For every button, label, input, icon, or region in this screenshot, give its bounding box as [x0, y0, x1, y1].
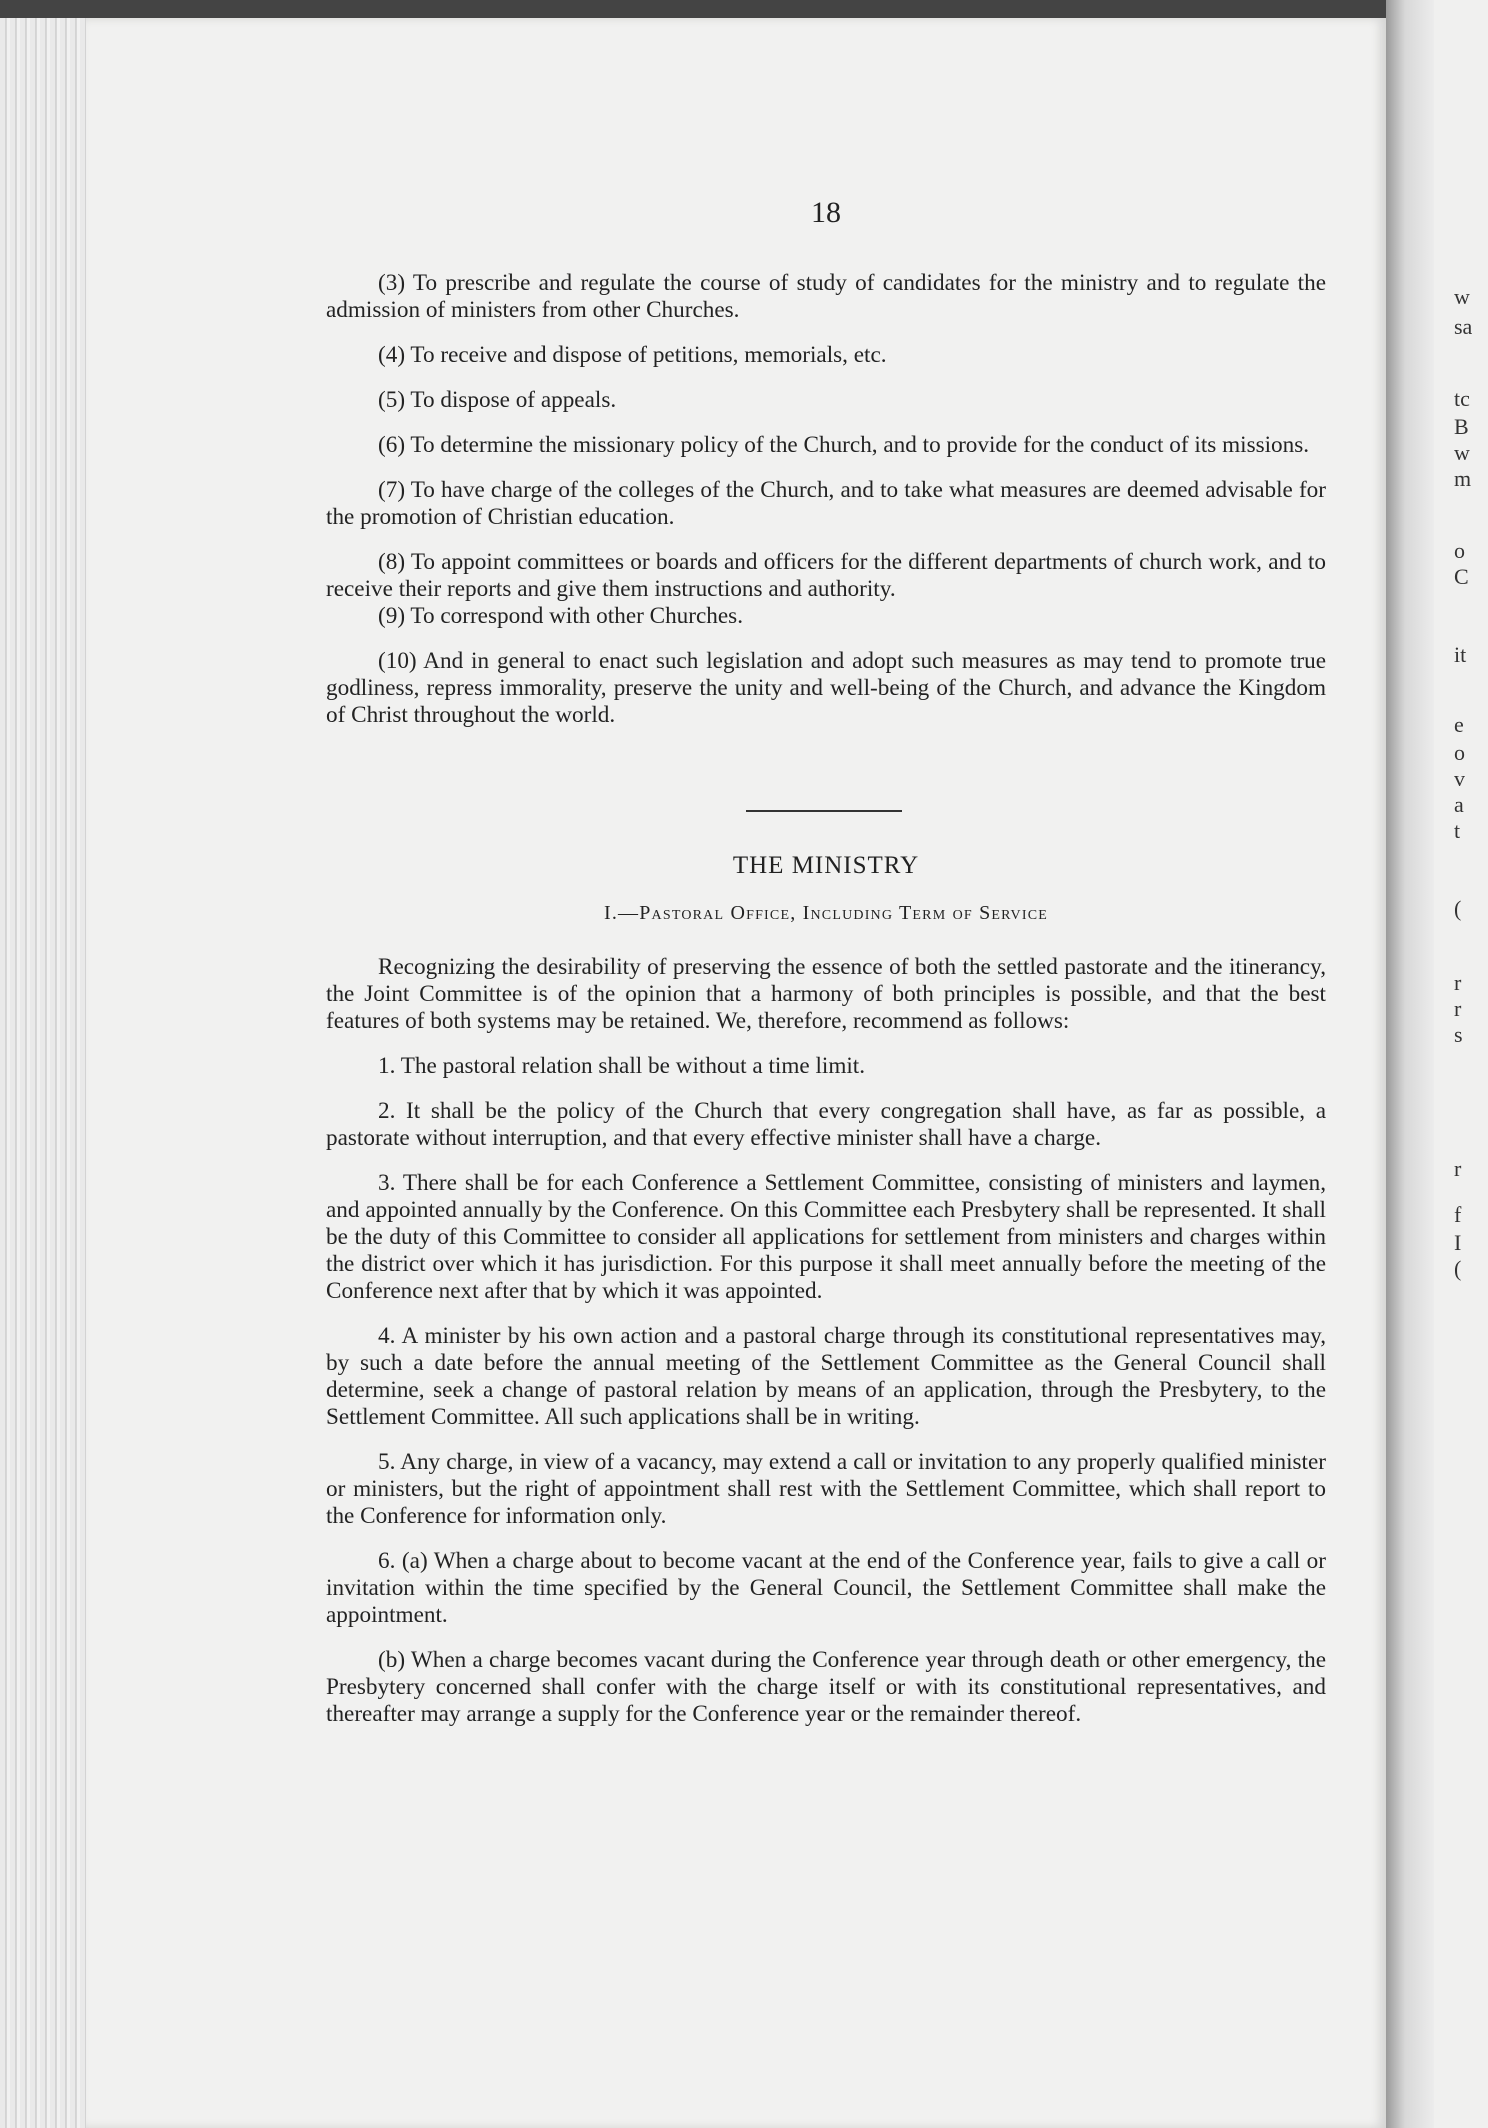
section-title: THE MINISTRY: [732, 852, 920, 879]
facing-fragment: s: [1454, 1022, 1463, 1047]
paragraph: (9) To correspond with other Churches.: [378, 603, 743, 629]
facing-fragment: w: [1454, 284, 1470, 309]
paragraph: 2. It shall be the policy of the Church that every congregation shall have, as far as possible, a pastorate without interruption, and that every effective minister shall have a charge.: [326, 1098, 1326, 1151]
paragraph: (8) To appoint committees or boards and officers for the different departments of church work, and to receive their reports and give them instructions and authority.: [326, 549, 1326, 602]
facing-fragment: B: [1454, 414, 1469, 439]
paragraph: 1. The pastoral relation shall be without a time limit.: [378, 1053, 866, 1079]
facing-fragment: r: [1454, 970, 1462, 995]
scan-border: [0, 0, 1488, 18]
paragraph: Recognizing the desirability of preserving the essence of both the settled pastorate and the itinerancy, the Joint Committee is of the opinion that a harmony of both principles is possible, and that the best features of both systems may be retained. We, therefore, recommend as follows:: [326, 954, 1326, 1034]
facing-page: [1434, 0, 1488, 2128]
facing-fragment: o: [1454, 740, 1465, 765]
paragraph: 6. (a) When a charge about to become vacant at the end of the Conference year, fails to give a call or invitation within the time specified by the General Council, the Settlement Committee shall make the appointment.: [326, 1548, 1326, 1628]
facing-fragment: f: [1454, 1202, 1462, 1227]
paragraph: 5. Any charge, in view of a vacancy, may extend a call or invitation to any properly qualified minister or ministers, but the right of appointment shall rest with the Settlement Committee, which shall report to the Conference for information only.: [326, 1449, 1326, 1529]
paragraph: (7) To have charge of the colleges of the Church, and to take what measures are deemed advisable for the promotion of Christian education.: [326, 477, 1326, 530]
facing-fragment: r: [1454, 996, 1462, 1021]
paragraph: (5) To dispose of appeals.: [378, 387, 617, 413]
section-divider: [746, 810, 902, 812]
paragraph: (10) And in general to enact such legislation and adopt such measures as may tend to promote true godliness, repress immorality, preserve the unity and well-being of the Church, and advance the Kingdom of Christ throughout the world.: [326, 648, 1326, 728]
powers-section: [326, 270, 1326, 747]
facing-fragment: v: [1454, 766, 1465, 791]
paragraph: (b) When a charge becomes vacant during the Conference year through death or other emergency, the Presbytery concerned shall confer with the charge itself or with its constitutional representatives, and thereafter may arrange a supply for the Conference year or the remainder thereof.: [326, 1647, 1326, 1727]
subsection-title: I.—Pastoral Office, Including Term of Service: [603, 902, 1049, 924]
page-number: 18: [811, 196, 841, 229]
facing-fragment: it: [1454, 642, 1467, 667]
paragraph: 3. There shall be for each Conference a Settlement Committee, consisting of ministers and laymen, and appointed annually by the Conference. On this Committee each Presbytery shall be represented. It shall be the duty of this Committee to consider all applications for settlement from ministers and charges within the district over which it has jurisdiction. For this purpose it shall meet annually before the meeting of the Conference next after that by which it was appointed.: [326, 1170, 1326, 1304]
facing-fragment: C: [1454, 564, 1469, 589]
facing-fragment: r: [1454, 1156, 1462, 1181]
facing-fragment: (: [1454, 1256, 1462, 1281]
facing-fragment: sa: [1454, 314, 1473, 339]
paragraph: (4) To receive and dispose of petitions, memorials, etc.: [378, 342, 887, 368]
facing-fragment: o: [1454, 538, 1465, 563]
paragraph: 4. A minister by his own action and a pastoral charge through its constitutional representatives may, by such a date before the annual meeting of the Settlement Committee as the General Council shall determine, seek a change of pastoral relation by means of an application, through the Presbytery, to the Settlement Committee. All such applications shall be in writing.: [326, 1323, 1326, 1430]
facing-fragment: (: [1454, 896, 1462, 921]
facing-fragment: tc: [1454, 386, 1470, 411]
facing-fragment: t: [1454, 818, 1461, 843]
facing-fragment: a: [1454, 792, 1464, 817]
facing-fragment: e: [1454, 712, 1464, 737]
ministry-section: [326, 954, 1326, 1746]
facing-fragment: w: [1454, 440, 1470, 465]
book-gutter: [1386, 0, 1434, 2128]
paragraph: (6) To determine the missionary policy of the Church, and to provide for the conduct of its missions.: [378, 432, 1310, 458]
page-edges: [0, 18, 86, 2128]
facing-fragment: I: [1454, 1230, 1462, 1255]
paragraph: (3) To prescribe and regulate the course of study of candidates for the ministry and to regulate the admission of ministers from other Churches.: [326, 270, 1326, 323]
facing-fragment: m: [1454, 466, 1472, 491]
